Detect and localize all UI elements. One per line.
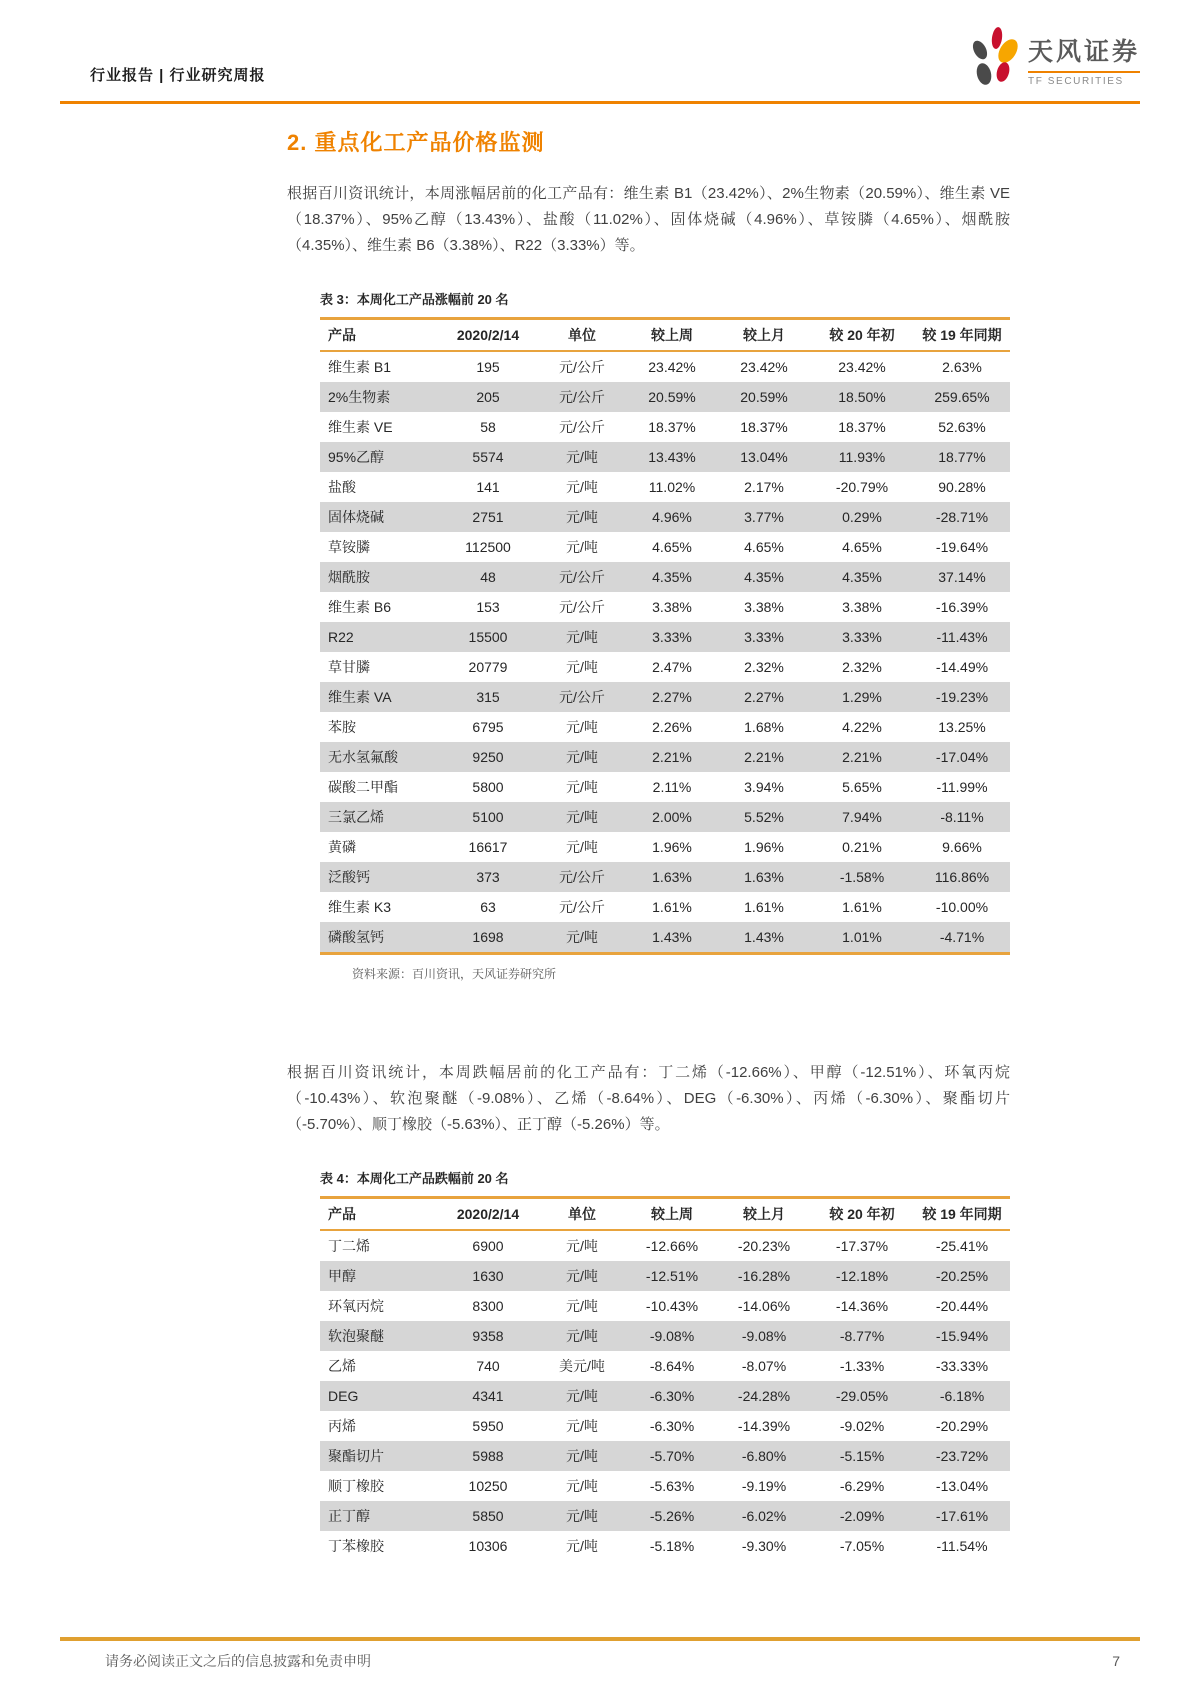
table-row bbox=[320, 1531, 1010, 1561]
value-cell: 116.86% bbox=[934, 869, 990, 885]
value-cell: 元/吨 bbox=[566, 1418, 598, 1434]
value-cell: -20.25% bbox=[935, 1268, 989, 1284]
value-cell: 18.50% bbox=[838, 389, 886, 405]
value-cell: -16.39% bbox=[935, 599, 989, 615]
value-cell: 3.38% bbox=[744, 599, 784, 615]
value-cell: -28.71% bbox=[935, 509, 989, 525]
value-cell: 3.33% bbox=[744, 629, 784, 645]
value-cell: 1.96% bbox=[652, 839, 692, 855]
value-cell: -8.64% bbox=[649, 1358, 695, 1374]
value-cell: 2.27% bbox=[744, 689, 784, 705]
value-cell: 1.63% bbox=[652, 869, 692, 885]
table-row bbox=[320, 502, 1010, 532]
value-cell: 15500 bbox=[468, 629, 508, 645]
value-cell: 5950 bbox=[472, 1418, 504, 1434]
value-cell: 4.35% bbox=[652, 569, 692, 585]
product-name-cell: 95%乙醇 bbox=[328, 449, 385, 465]
table-row bbox=[320, 532, 1010, 562]
value-cell: 8300 bbox=[472, 1298, 504, 1314]
product-name-cell: 甲醇 bbox=[328, 1268, 356, 1284]
value-cell: -6.80% bbox=[741, 1448, 787, 1464]
value-cell: 9.66% bbox=[942, 839, 982, 855]
table3-caption: 表 3：本周化工产品涨幅前 20 名 bbox=[320, 292, 509, 307]
column-header: 单位 bbox=[538, 1198, 626, 1231]
value-cell: 元/吨 bbox=[566, 749, 598, 765]
column-header: 较上周 bbox=[626, 319, 718, 352]
table-top-losers bbox=[320, 1196, 1010, 1561]
value-cell: 5800 bbox=[472, 779, 504, 795]
value-cell: 元/公斤 bbox=[559, 389, 605, 405]
value-cell: 90.28% bbox=[938, 479, 986, 495]
column-header: 较 19 年同期 bbox=[914, 1198, 1010, 1231]
product-name-cell: 苯胺 bbox=[328, 719, 356, 735]
paragraph-weekly-gainers: 根据百川资讯统计，本周涨幅居前的化工产品有：维生素 B1（23.42%）、2%生物素（20.59%）、维生素 VE（18.37%）、95%乙醇（13.43%）、盐酸（11.02%）、固体烧碱（4.96%）、草铵膦（4.65%）、烟酰胺（4.35%）、维生素 B6（3.38%）、R22（3.33%）等。 bbox=[287, 185, 1010, 254]
value-cell: 元/吨 bbox=[566, 1538, 598, 1554]
value-cell: 5574 bbox=[472, 449, 504, 465]
table-row bbox=[320, 472, 1010, 502]
value-cell: 1.43% bbox=[652, 929, 692, 945]
value-cell: 1.63% bbox=[744, 869, 784, 885]
value-cell: 259.65% bbox=[934, 389, 990, 405]
value-cell: -25.41% bbox=[935, 1238, 989, 1254]
product-name-cell: 顺丁橡胶 bbox=[328, 1478, 384, 1494]
table-row bbox=[320, 832, 1010, 862]
value-cell: 5988 bbox=[472, 1448, 504, 1464]
table4-body bbox=[320, 1230, 1010, 1561]
column-header: 较上月 bbox=[718, 1198, 810, 1231]
value-cell: 元/吨 bbox=[566, 1478, 598, 1494]
product-name-cell: 维生素 K3 bbox=[328, 899, 392, 915]
value-cell: 1.01% bbox=[842, 929, 882, 945]
value-cell: -5.26% bbox=[649, 1508, 695, 1524]
value-cell: 18.77% bbox=[938, 449, 986, 465]
value-cell: 元/公斤 bbox=[559, 899, 605, 915]
page-footer bbox=[60, 1637, 1140, 1671]
value-cell: -1.33% bbox=[839, 1358, 885, 1374]
value-cell: 4.22% bbox=[842, 719, 882, 735]
value-cell: 9358 bbox=[472, 1328, 504, 1344]
value-cell: 元/公斤 bbox=[559, 869, 605, 885]
value-cell: -14.49% bbox=[935, 659, 989, 675]
value-cell: 2.32% bbox=[842, 659, 882, 675]
value-cell: 3.38% bbox=[652, 599, 692, 615]
table-row bbox=[320, 1321, 1010, 1351]
table-row bbox=[320, 1441, 1010, 1471]
value-cell: 9250 bbox=[472, 749, 504, 765]
table-row bbox=[320, 1230, 1010, 1261]
page-content bbox=[287, 126, 1010, 1561]
value-cell: 5850 bbox=[472, 1508, 504, 1524]
value-cell: 4.35% bbox=[842, 569, 882, 585]
value-cell: -17.04% bbox=[935, 749, 989, 765]
value-cell: 10306 bbox=[468, 1538, 508, 1554]
product-name-cell: 固体烧碱 bbox=[328, 509, 384, 525]
value-cell: 1.61% bbox=[652, 899, 692, 915]
value-cell: 6795 bbox=[472, 719, 504, 735]
value-cell: -5.18% bbox=[649, 1538, 695, 1554]
value-cell: 23.42% bbox=[740, 359, 788, 375]
value-cell: 4.65% bbox=[652, 539, 692, 555]
value-cell: 3.33% bbox=[842, 629, 882, 645]
value-cell: 16617 bbox=[468, 839, 508, 855]
table-row bbox=[320, 1381, 1010, 1411]
value-cell: 10250 bbox=[468, 1478, 508, 1494]
value-cell: -12.18% bbox=[835, 1268, 889, 1284]
table4-head bbox=[320, 1198, 1010, 1231]
product-name-cell: 碳酸二甲酯 bbox=[328, 779, 398, 795]
product-name-cell: R22 bbox=[328, 629, 354, 645]
table-row bbox=[320, 1291, 1010, 1321]
footer-disclaimer: 请务必阅读正文之后的信息披露和免责申明 bbox=[105, 1653, 371, 1669]
page-header bbox=[60, 0, 1140, 104]
brand-name: 天风证券 bbox=[1028, 32, 1140, 73]
product-name-cell: 维生素 VE bbox=[328, 419, 393, 435]
value-cell: 5100 bbox=[472, 809, 504, 825]
table-row bbox=[320, 922, 1010, 954]
value-cell: 13.43% bbox=[648, 449, 696, 465]
product-name-cell: 黄磷 bbox=[328, 839, 356, 855]
product-name-cell: 盐酸 bbox=[328, 479, 356, 495]
value-cell: 元/吨 bbox=[566, 719, 598, 735]
value-cell: -8.07% bbox=[741, 1358, 787, 1374]
value-cell: -14.06% bbox=[737, 1298, 791, 1314]
value-cell: -7.05% bbox=[839, 1538, 885, 1554]
header-row bbox=[320, 319, 1010, 352]
tf-securities-logo-icon bbox=[966, 26, 1020, 93]
value-cell: -6.02% bbox=[741, 1508, 787, 1524]
value-cell: -33.33% bbox=[935, 1358, 989, 1374]
value-cell: 0.21% bbox=[842, 839, 882, 855]
product-name-cell: 维生素 VA bbox=[328, 689, 392, 705]
column-header: 2020/2/14 bbox=[438, 319, 538, 352]
table-row bbox=[320, 412, 1010, 442]
value-cell: 2.47% bbox=[652, 659, 692, 675]
product-name-cell: 磷酸氢钙 bbox=[328, 929, 384, 945]
value-cell: 11.93% bbox=[838, 449, 886, 465]
value-cell: 元/公斤 bbox=[559, 569, 605, 585]
value-cell: 元/吨 bbox=[566, 509, 598, 525]
value-cell: 元/吨 bbox=[566, 1508, 598, 1524]
value-cell: 元/吨 bbox=[566, 659, 598, 675]
value-cell: 1.43% bbox=[744, 929, 784, 945]
table-row bbox=[320, 652, 1010, 682]
value-cell: 0.29% bbox=[842, 509, 882, 525]
value-cell: -10.43% bbox=[645, 1298, 699, 1314]
value-cell: -17.61% bbox=[935, 1508, 989, 1524]
value-cell: 1.61% bbox=[842, 899, 882, 915]
value-cell: -11.99% bbox=[936, 779, 988, 795]
table-row bbox=[320, 622, 1010, 652]
value-cell: 2.63% bbox=[942, 359, 982, 375]
value-cell: -8.77% bbox=[839, 1328, 885, 1344]
value-cell: 20779 bbox=[468, 659, 508, 675]
value-cell: 23.42% bbox=[648, 359, 696, 375]
value-cell: 2751 bbox=[472, 509, 504, 525]
product-name-cell: DEG bbox=[328, 1388, 359, 1404]
value-cell: -6.30% bbox=[649, 1388, 695, 1404]
table-row bbox=[320, 562, 1010, 592]
value-cell: 11.02% bbox=[648, 479, 696, 495]
value-cell: 3.38% bbox=[842, 599, 882, 615]
value-cell: 1698 bbox=[472, 929, 504, 945]
value-cell: 元/吨 bbox=[566, 809, 598, 825]
value-cell: -9.08% bbox=[741, 1328, 787, 1344]
column-header: 较上月 bbox=[718, 319, 810, 352]
product-name-cell: 草甘膦 bbox=[328, 659, 370, 675]
value-cell: 3.77% bbox=[744, 509, 784, 525]
value-cell: -8.11% bbox=[940, 809, 984, 825]
product-name-cell: 维生素 B1 bbox=[328, 359, 392, 375]
value-cell: -20.29% bbox=[935, 1418, 989, 1434]
value-cell: -2.09% bbox=[839, 1508, 885, 1524]
value-cell: 2.17% bbox=[744, 479, 784, 495]
table-row bbox=[320, 351, 1010, 382]
report-type-label: 行业报告 | 行业研究周报 bbox=[90, 67, 266, 84]
value-cell: 13.04% bbox=[740, 449, 788, 465]
value-cell: -6.18% bbox=[939, 1388, 985, 1404]
value-cell: 元/吨 bbox=[566, 779, 598, 795]
column-header: 2020/2/14 bbox=[438, 1198, 538, 1231]
table4-caption: 表 4：本周化工产品跌幅前 20 名 bbox=[320, 1171, 509, 1186]
product-name-cell: 软泡聚醚 bbox=[328, 1328, 384, 1344]
product-name-cell: 丁二烯 bbox=[328, 1238, 370, 1254]
value-cell: -9.19% bbox=[741, 1478, 787, 1494]
value-cell: 141 bbox=[476, 479, 500, 495]
value-cell: 153 bbox=[476, 599, 500, 615]
value-cell: 37.14% bbox=[938, 569, 986, 585]
value-cell: 2.11% bbox=[652, 779, 692, 795]
table-row bbox=[320, 712, 1010, 742]
table-row bbox=[320, 1501, 1010, 1531]
product-name-cell: 烟酰胺 bbox=[328, 569, 370, 585]
value-cell: 5.65% bbox=[842, 779, 882, 795]
value-cell: 4.65% bbox=[744, 539, 784, 555]
value-cell: -4.71% bbox=[939, 929, 985, 945]
column-header: 产品 bbox=[320, 319, 438, 352]
value-cell: 4341 bbox=[472, 1388, 504, 1404]
table-row bbox=[320, 1411, 1010, 1441]
value-cell: 1.61% bbox=[744, 899, 784, 915]
value-cell: 4.65% bbox=[842, 539, 882, 555]
value-cell: -12.51% bbox=[645, 1268, 699, 1284]
product-name-cell: 2%生物素 bbox=[328, 389, 391, 405]
value-cell: -9.08% bbox=[649, 1328, 695, 1344]
value-cell: 18.37% bbox=[648, 419, 696, 435]
product-name-cell: 乙烯 bbox=[328, 1358, 356, 1374]
table-row bbox=[320, 382, 1010, 412]
value-cell: 20.59% bbox=[648, 389, 696, 405]
value-cell: 元/吨 bbox=[566, 1298, 598, 1314]
value-cell: 20.59% bbox=[740, 389, 788, 405]
value-cell: -5.15% bbox=[839, 1448, 885, 1464]
value-cell: -17.37% bbox=[835, 1238, 889, 1254]
value-cell: 元/吨 bbox=[566, 449, 598, 465]
brand-logo-block bbox=[966, 26, 1140, 101]
column-header: 较 19 年同期 bbox=[914, 319, 1010, 352]
table-top-gainers bbox=[320, 317, 1010, 955]
value-cell: 2.21% bbox=[744, 749, 784, 765]
value-cell: 1.68% bbox=[744, 719, 784, 735]
value-cell: 元/公斤 bbox=[559, 599, 605, 615]
column-header: 较 20 年初 bbox=[810, 1198, 914, 1231]
header-row bbox=[320, 1198, 1010, 1231]
column-header: 较上周 bbox=[626, 1198, 718, 1231]
value-cell: -14.39% bbox=[737, 1418, 791, 1434]
value-cell: 48 bbox=[480, 569, 496, 585]
value-cell: 18.37% bbox=[838, 419, 886, 435]
value-cell: 195 bbox=[476, 359, 500, 375]
value-cell: 元/吨 bbox=[566, 1388, 598, 1404]
value-cell: 元/吨 bbox=[566, 839, 598, 855]
table4-block bbox=[320, 1168, 1010, 1561]
value-cell: -19.64% bbox=[935, 539, 989, 555]
product-name-cell: 聚酯切片 bbox=[328, 1448, 384, 1464]
value-cell: 2.21% bbox=[842, 749, 882, 765]
value-cell: 13.25% bbox=[938, 719, 986, 735]
value-cell: -14.36% bbox=[835, 1298, 889, 1314]
value-cell: -6.29% bbox=[839, 1478, 885, 1494]
product-name-cell: 无水氢氟酸 bbox=[328, 749, 398, 765]
table-row bbox=[320, 442, 1010, 472]
value-cell: 元/吨 bbox=[566, 1328, 598, 1344]
product-name-cell: 环氧丙烷 bbox=[328, 1298, 384, 1314]
value-cell: 5.52% bbox=[744, 809, 784, 825]
product-name-cell: 丁苯橡胶 bbox=[328, 1538, 384, 1554]
table-row bbox=[320, 1261, 1010, 1291]
value-cell: -15.94% bbox=[935, 1328, 989, 1344]
brand-subtitle: TF SECURITIES bbox=[1027, 76, 1124, 87]
table-row bbox=[320, 682, 1010, 712]
table-row bbox=[320, 742, 1010, 772]
value-cell: -5.70% bbox=[649, 1448, 695, 1464]
product-name-cell: 丙烯 bbox=[328, 1418, 356, 1434]
value-cell: 2.27% bbox=[652, 689, 692, 705]
column-header: 单位 bbox=[538, 319, 626, 352]
value-cell: 740 bbox=[476, 1358, 500, 1374]
value-cell: -23.72% bbox=[935, 1448, 989, 1464]
table-row bbox=[320, 592, 1010, 622]
value-cell: 6900 bbox=[472, 1238, 504, 1254]
value-cell: 3.94% bbox=[744, 779, 784, 795]
value-cell: 元/公斤 bbox=[559, 359, 605, 375]
value-cell: -9.30% bbox=[741, 1538, 787, 1554]
table-row bbox=[320, 1351, 1010, 1381]
value-cell: 2.32% bbox=[744, 659, 784, 675]
value-cell: 元/吨 bbox=[566, 1448, 598, 1464]
value-cell: 元/吨 bbox=[566, 629, 598, 645]
brand-text bbox=[1028, 32, 1140, 87]
value-cell: 373 bbox=[476, 869, 500, 885]
value-cell: -12.66% bbox=[645, 1238, 699, 1254]
table-row bbox=[320, 862, 1010, 892]
value-cell: 205 bbox=[476, 389, 500, 405]
value-cell: 23.42% bbox=[838, 359, 886, 375]
value-cell: -20.23% bbox=[737, 1238, 791, 1254]
value-cell: 7.94% bbox=[842, 809, 882, 825]
value-cell: -11.54% bbox=[936, 1538, 988, 1554]
value-cell: 元/吨 bbox=[566, 929, 598, 945]
value-cell: 1630 bbox=[472, 1268, 504, 1284]
table-row bbox=[320, 772, 1010, 802]
value-cell: -6.30% bbox=[649, 1418, 695, 1434]
value-cell: 元/吨 bbox=[566, 1268, 598, 1284]
value-cell: 18.37% bbox=[740, 419, 788, 435]
value-cell: -1.58% bbox=[839, 869, 885, 885]
column-header: 产品 bbox=[320, 1198, 438, 1231]
value-cell: 2.00% bbox=[652, 809, 692, 825]
value-cell: 4.96% bbox=[652, 509, 692, 525]
product-name-cell: 正丁醇 bbox=[328, 1508, 370, 1524]
value-cell: -29.05% bbox=[835, 1388, 889, 1404]
value-cell: 1.96% bbox=[744, 839, 784, 855]
value-cell: 2.26% bbox=[652, 719, 692, 735]
value-cell: -24.28% bbox=[737, 1388, 791, 1404]
value-cell: -10.00% bbox=[935, 899, 989, 915]
value-cell: 58 bbox=[480, 419, 496, 435]
value-cell: 1.29% bbox=[842, 689, 882, 705]
value-cell: -9.02% bbox=[839, 1418, 885, 1434]
product-name-cell: 草铵膦 bbox=[328, 539, 370, 555]
table3-block bbox=[320, 289, 1010, 982]
value-cell: 3.33% bbox=[652, 629, 692, 645]
value-cell: 52.63% bbox=[938, 419, 986, 435]
value-cell: 元/吨 bbox=[566, 479, 598, 495]
column-header: 较 20 年初 bbox=[810, 319, 914, 352]
page-number: 7 bbox=[1112, 1653, 1120, 1669]
table-row bbox=[320, 1471, 1010, 1501]
value-cell: -19.23% bbox=[935, 689, 989, 705]
value-cell: -20.79% bbox=[835, 479, 889, 495]
value-cell: -20.44% bbox=[935, 1298, 989, 1314]
value-cell: 元/吨 bbox=[566, 1238, 598, 1254]
table-row bbox=[320, 892, 1010, 922]
value-cell: 美元/吨 bbox=[559, 1358, 605, 1374]
value-cell: -5.63% bbox=[649, 1478, 695, 1494]
value-cell: 元/吨 bbox=[566, 539, 598, 555]
value-cell: 112500 bbox=[465, 539, 511, 555]
value-cell: 2.21% bbox=[652, 749, 692, 765]
table3-head bbox=[320, 319, 1010, 352]
table3-body bbox=[320, 351, 1010, 954]
value-cell: -13.04% bbox=[935, 1478, 989, 1494]
table3-source: 资料来源：百川资讯，天风证券研究所 bbox=[352, 967, 557, 981]
value-cell: 元/公斤 bbox=[559, 419, 605, 435]
product-name-cell: 维生素 B6 bbox=[328, 599, 392, 615]
table-row bbox=[320, 802, 1010, 832]
value-cell: -16.28% bbox=[737, 1268, 791, 1284]
value-cell: 4.35% bbox=[744, 569, 784, 585]
value-cell: 元/公斤 bbox=[559, 689, 605, 705]
paragraph-weekly-losers: 根据百川资讯统计，本周跌幅居前的化工产品有：丁二烯（-12.66%）、甲醇（-12.51%）、环氧丙烷（-10.43%）、软泡聚醚（-9.08%）、乙烯（-8.64%）、DEG（-6.30%）、丙烯（-6.30%）、聚酯切片（-5.70%）、顺丁橡胶（-5.63%）、正丁醇（-5.26%）等。 bbox=[287, 1064, 1010, 1133]
value-cell: 315 bbox=[476, 689, 500, 705]
value-cell: 63 bbox=[480, 899, 496, 915]
section-title: 2. 重点化工产品价格监测 bbox=[287, 130, 545, 155]
product-name-cell: 三氯乙烯 bbox=[328, 809, 384, 825]
product-name-cell: 泛酸钙 bbox=[328, 869, 370, 885]
value-cell: -11.43% bbox=[936, 629, 988, 645]
